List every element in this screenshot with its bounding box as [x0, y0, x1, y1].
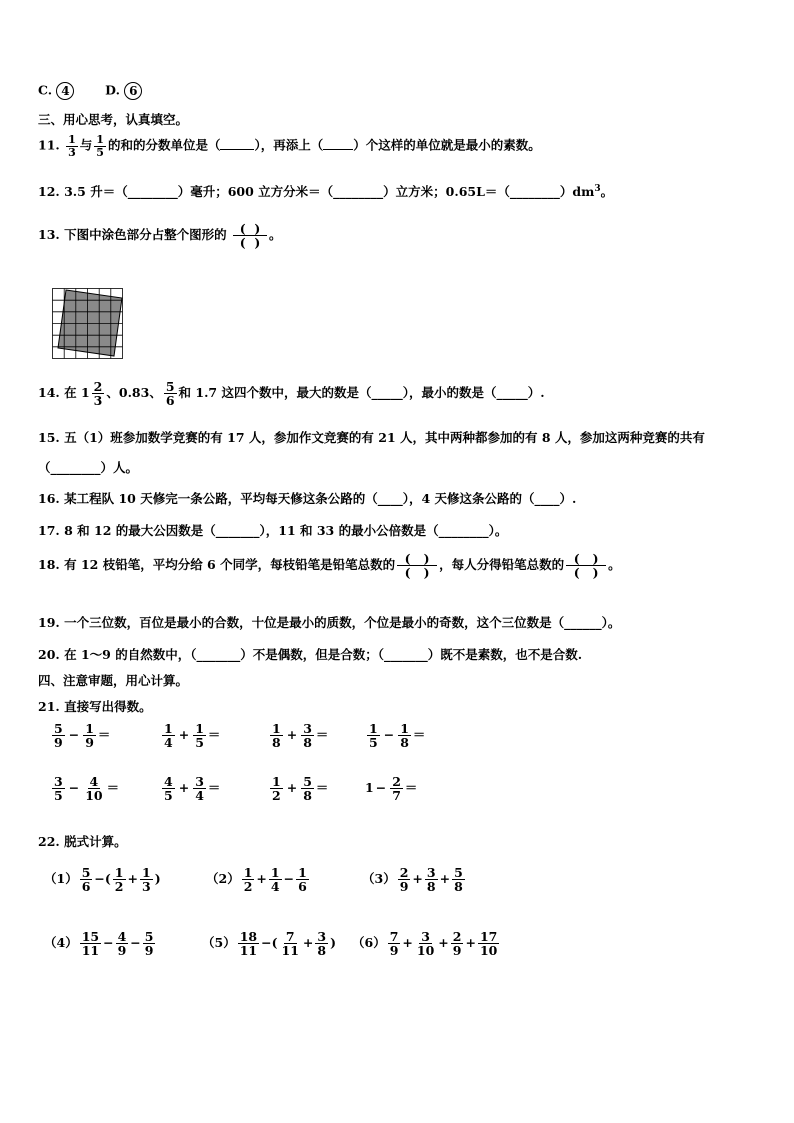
fraction [425, 866, 438, 893]
operator: − [383, 727, 395, 743]
q15-number: 15. [38, 430, 60, 445]
q13-text: 下图中涂色部分占整个图形的 [64, 227, 227, 243]
q19-text: 一个三位数，百位是最小的合数，十位是最小的质数，个位是最小的奇数，这个三位数是（______）。 [64, 615, 621, 630]
numerator: 3 [54, 774, 63, 789]
expression-label: （6） [352, 935, 386, 951]
numerator: 1 [85, 721, 94, 736]
option-d-value: 6 [124, 82, 142, 100]
fraction [116, 930, 129, 957]
expression-label: （5） [202, 935, 236, 951]
operator: + [439, 871, 451, 887]
answer-options [38, 82, 142, 100]
denominator: 8 [400, 735, 409, 751]
denominator: 8 [303, 735, 312, 751]
q11-number: 11. [38, 137, 60, 153]
q18-text: ，每人分得铅笔总数的 [439, 557, 565, 573]
equals-sign: ＝ [315, 727, 329, 743]
question-16 [38, 489, 576, 507]
fraction [301, 775, 314, 802]
calc-item [268, 722, 328, 749]
question-20 [38, 645, 582, 663]
denominator: 9 [452, 943, 462, 959]
fraction [80, 930, 101, 957]
q11-text: ）个这样的单位就是最小的素数。 [353, 137, 541, 153]
denominator: 5 [164, 788, 173, 804]
q14-text: 、0.83、 [106, 385, 162, 401]
numerator: 1 [400, 721, 409, 736]
operator: − [68, 727, 80, 743]
denominator: 10 [85, 788, 103, 804]
q18-text: 有 12 枝铅笔，平均分给 6 个同学，每枝铅笔是铅笔总数的 [64, 557, 396, 573]
denominator: 7 [392, 788, 401, 804]
q14-text: 和 1.7 这四个数中，最大的数是（_____），最小的数是（_____）. [178, 385, 545, 401]
shaded-grid-figure [52, 288, 124, 360]
numerator: 1 [141, 865, 151, 880]
operator: −( [261, 935, 278, 951]
fraction [452, 866, 465, 893]
fraction [280, 930, 301, 957]
operator: − [68, 780, 80, 796]
fraction [66, 134, 78, 158]
numerator: 4 [89, 774, 99, 789]
fraction [193, 722, 206, 749]
denominator: 8 [317, 943, 327, 959]
question-18 [38, 552, 621, 579]
q16-text: 某工程队 10 天修完一条公路，平均每天修这条公路的（____），4 天修这条公路的（____）. [64, 491, 577, 506]
q21-number: 21. [38, 699, 60, 714]
numerator: 2 [399, 865, 409, 880]
fraction [83, 722, 96, 749]
denominator: 6 [165, 393, 175, 409]
operator: − [283, 871, 295, 887]
denominator: 5 [96, 145, 104, 159]
operator: + [402, 935, 413, 951]
q15-line-2: （________）人。 [38, 460, 139, 475]
calc-item [160, 722, 220, 749]
expression-label: （2） [206, 871, 240, 887]
q12-number: 12. [38, 184, 60, 199]
calc-item [365, 775, 417, 802]
question-11 [38, 134, 541, 158]
question-21 [38, 697, 152, 715]
numerator: 5 [81, 865, 91, 880]
numerator: 15 [81, 929, 100, 944]
fraction [269, 866, 282, 893]
question-15 [38, 428, 705, 446]
question-12 [38, 182, 613, 200]
equals-sign: ＝ [106, 780, 120, 796]
numerator: 1 [68, 133, 76, 146]
answer-blank[interactable] [323, 149, 353, 150]
numerator: 1 [272, 774, 281, 789]
q16-number: 16. [38, 491, 60, 506]
fraction [52, 775, 65, 802]
denominator: 4 [164, 735, 173, 751]
denominator: 4 [270, 879, 280, 895]
q11-text: 的和的分数单位是（ [107, 137, 221, 153]
numerator: 3 [426, 865, 436, 880]
q12-end: 。 [600, 184, 614, 199]
q17-text: 8 和 12 的最大公因数是（_______），11 和 33 的最小公倍数是（________）。 [64, 523, 508, 538]
fraction [315, 930, 328, 957]
numerator: 4 [164, 774, 173, 789]
q14-number: 14. [38, 385, 60, 401]
expression-label: （3） [362, 871, 396, 887]
question-19 [38, 613, 620, 631]
fraction [296, 866, 309, 893]
operator: + [286, 780, 298, 796]
equals-sign: ＝ [315, 780, 329, 796]
calc-item [365, 722, 425, 749]
denominator: 11 [81, 943, 100, 959]
denominator: 9 [85, 735, 94, 751]
denominator: 11 [239, 943, 258, 959]
q20-text: 在 1～9 的自然数中，（_______）不是偶数，但是合数；（_______）既不是素数，也不是合数. [64, 647, 583, 662]
operator: + [256, 871, 267, 887]
numerator: 1 [272, 721, 281, 736]
fraction [270, 775, 283, 802]
q21-title: 直接写出得数。 [64, 699, 152, 714]
numerator: 3 [303, 721, 312, 736]
expression-item [362, 866, 467, 893]
option-c-value: 4 [56, 82, 74, 100]
numerator: 1 [270, 865, 280, 880]
fraction [94, 134, 106, 158]
denominator: 5 [195, 735, 204, 751]
q17-number: 17. [38, 523, 60, 538]
option-c-label: C. [38, 82, 53, 98]
q12-text: 3.5 升＝（________）毫升；600 立方分米＝（________）立方米；0.65L＝（________）dm [64, 184, 595, 199]
numerator: 7 [389, 929, 399, 944]
denominator: 4 [195, 788, 204, 804]
numerator: 1 [369, 721, 378, 736]
numerator: 3 [421, 929, 430, 944]
denominator: 2 [114, 879, 124, 895]
denominator: 8 [454, 879, 463, 895]
numerator: 1 [164, 721, 173, 736]
denominator: 9 [144, 943, 154, 959]
question-13 [38, 222, 282, 249]
denominator: 5 [369, 735, 378, 751]
q20-number: 20. [38, 647, 60, 662]
fraction [140, 866, 153, 893]
operator: − [375, 780, 387, 796]
denominator: 9 [389, 943, 399, 959]
fraction [52, 722, 65, 749]
operator: + [178, 780, 190, 796]
numerator: 5 [454, 865, 463, 880]
fraction [162, 722, 175, 749]
fraction [164, 380, 177, 407]
fraction [80, 866, 93, 893]
answer-fraction-blank[interactable]: $\frac{( )}{( )}$ [397, 552, 437, 579]
operator: − [130, 935, 141, 951]
question-14 [38, 380, 545, 407]
fraction [478, 930, 499, 957]
expression-item [202, 930, 336, 957]
fraction [242, 866, 255, 893]
q18-end: 。 [608, 557, 621, 573]
q15-text: 五（1）班参加数学竞赛的有 17 人，参加作文竞赛的有 21 人，其中两种都参加的有 8 人，参加这两种竞赛的共有 [64, 430, 705, 445]
denominator: 3 [141, 879, 151, 895]
answer-fraction-blank[interactable]: $\frac{( )}{( )}$ [566, 552, 606, 579]
denominator: 9 [399, 879, 409, 895]
numerator: 4 [117, 929, 127, 944]
denominator: 2 [243, 879, 253, 895]
q13-end: 。 [268, 227, 282, 243]
calc-item [50, 722, 110, 749]
equals-sign: ＝ [404, 780, 418, 796]
numerator: 5 [165, 379, 175, 394]
fraction [390, 775, 403, 802]
operator: − [103, 935, 114, 951]
section-3-heading: 三、用心思考，认真填空。 [38, 112, 189, 127]
denominator: 10 [416, 943, 435, 959]
fraction [367, 722, 380, 749]
numerator: 1 [195, 721, 204, 736]
numerator: 2 [452, 929, 462, 944]
fraction [193, 775, 206, 802]
fraction [388, 930, 401, 957]
fraction [113, 866, 126, 893]
denominator: 11 [281, 943, 299, 959]
expression-item [206, 866, 311, 893]
expression-item [44, 930, 157, 957]
denominator: 10 [479, 943, 498, 959]
numerator: 1 [243, 865, 253, 880]
q11-text: ），再添上（ [254, 137, 324, 153]
operator: + [286, 727, 298, 743]
numerator: 17 [479, 929, 498, 944]
numerator: 2 [93, 379, 103, 394]
q19-number: 19. [38, 615, 60, 630]
denominator: 8 [272, 735, 281, 751]
fraction [92, 380, 105, 407]
q22-number: 22. [38, 834, 60, 849]
operator: + [178, 727, 190, 743]
denominator: 6 [298, 879, 307, 895]
calc-item [50, 775, 119, 802]
operator: + [412, 871, 423, 887]
operator: + [302, 935, 314, 951]
operator: + [465, 935, 476, 951]
fraction [83, 775, 104, 802]
section-4-heading: 四、注意审题，用心计算。 [38, 673, 189, 688]
q13-number: 13. [38, 227, 60, 243]
fraction [301, 722, 314, 749]
denominator: 3 [68, 145, 76, 159]
numerator: 5 [303, 774, 312, 789]
expression-label: （4） [44, 935, 78, 951]
fraction [398, 866, 411, 893]
denominator: 9 [117, 943, 127, 959]
numerator: 3 [317, 929, 327, 944]
q11-text: 与 [79, 137, 93, 153]
numerator: 5 [144, 929, 154, 944]
fraction [270, 722, 283, 749]
denominator: 8 [303, 788, 312, 804]
question-22 [38, 832, 127, 850]
numerator: 1 [96, 133, 104, 146]
numerator: 18 [239, 929, 258, 944]
question-17 [38, 521, 507, 539]
fraction [415, 930, 436, 957]
denominator: 6 [81, 879, 91, 895]
equals-sign: ＝ [207, 780, 221, 796]
denominator: 3 [93, 393, 103, 409]
q22-title: 脱式计算。 [64, 834, 127, 849]
numerator: 3 [195, 774, 204, 789]
fraction [162, 775, 175, 802]
fraction [398, 722, 411, 749]
equals-sign: ＝ [412, 727, 426, 743]
fraction [451, 930, 464, 957]
denominator: 2 [272, 788, 281, 804]
numerator: 2 [392, 774, 401, 789]
calc-item [268, 775, 328, 802]
numerator: 1 [298, 865, 307, 880]
expression-label: （1） [44, 871, 78, 887]
numerator: 5 [54, 721, 63, 736]
equals-sign: ＝ [97, 727, 111, 743]
numerator: 7 [285, 929, 295, 944]
calc-item [160, 775, 220, 802]
fraction [143, 930, 156, 957]
answer-fraction-blank[interactable]: $\frac{( )}{( )}$ [233, 222, 267, 249]
equals-sign: ＝ [207, 727, 221, 743]
numerator: 1 [114, 865, 124, 880]
expression-item [44, 866, 161, 893]
operator: + [127, 871, 138, 887]
denominator: 8 [426, 879, 436, 895]
whole-number: 1 [365, 780, 374, 796]
operator: ) [330, 935, 337, 951]
operator: ) [154, 871, 161, 887]
fraction [238, 930, 259, 957]
denominator: 9 [54, 735, 63, 751]
denominator: 5 [54, 788, 63, 804]
operator: + [438, 935, 449, 951]
expression-item [352, 930, 501, 957]
q12-superscript: 3 [594, 183, 601, 194]
option-d-label: D. [105, 82, 120, 98]
q14-text: 在 1 [64, 385, 90, 401]
operator: −( [94, 871, 111, 887]
answer-blank[interactable] [220, 149, 254, 150]
q18-number: 18. [38, 557, 60, 573]
